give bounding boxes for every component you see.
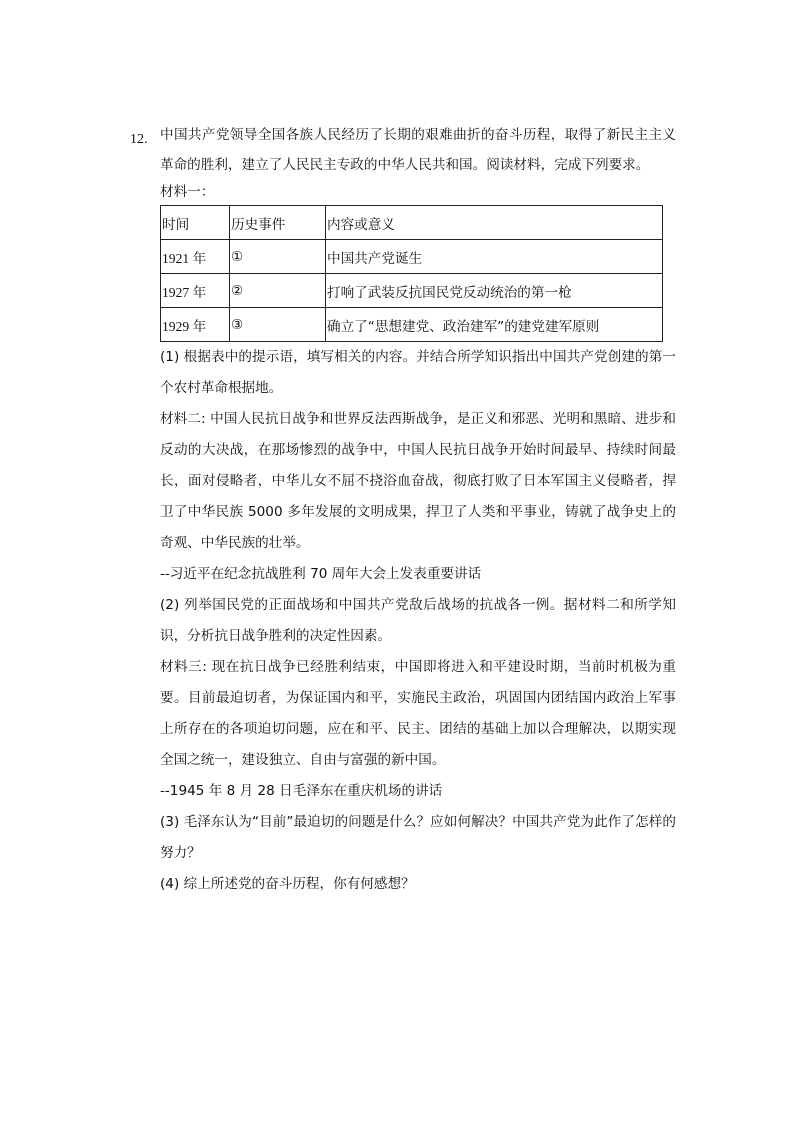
material3-text: 材料三: 现在抗日战争已经胜利结束，中国即将进入和平建设时期，当前时机极为重要。目前最迫切者，为保证国内和平，实施民主政治，巩固国内团结国内政治上军事上所存在的各项迫切问题，应在和平、民主、团结的基础上加以合理解决，以期实现全国之统一，建设独立、自由与富强的新中国。: [160, 659, 676, 768]
material2-text: 材料二: 中国人民抗日战争和世界反法西斯战争，是正义和邪恶、光明和黑暗、进步和反动的大决战，在那场惨烈的战争中，中国人民抗日战争开始时间最早、持续时间最长，面对侵略者，中华儿女不屈不挠浴血奋战，彻底打败了日本军国主义侵略者，捍卫了中华民族 5000 多年发展的文明成果，捍卫了人类和平事业，铸就了战争史上的奇观、中华民族的壮举。: [160, 411, 676, 551]
row-event: ③: [230, 308, 326, 342]
row-event: ①: [230, 240, 326, 274]
sub-question-2: (2) 列举国民党的正面战场和中国共产党敌后战场的抗战各一例。据材料二和所学知识，分析抗日战争胜利的决定性因素。: [160, 597, 676, 644]
row-event: ②: [230, 274, 326, 308]
question-content: [160, 120, 676, 900]
question-number: 12.: [130, 132, 148, 147]
table-row: [161, 308, 663, 342]
row-meaning: 中国共产党诞生: [326, 240, 663, 274]
row-meaning: 确立了“思想建党、政治建军”的建党建军原则: [326, 308, 663, 342]
sub-question-1: (1) 根据表中的提示语，填写相关的内容。并结合所学知识指出中国共产党创建的第一个农村革命根据地。: [160, 349, 676, 396]
table-row: [161, 274, 663, 308]
header-meaning: 内容或意义: [326, 206, 663, 240]
row-meaning: 打响了武装反抗国民党反动统治的第一枪: [326, 274, 663, 308]
material3-source: --1945 年 8 月 28 日毛泽东在重庆机场的讲话: [160, 783, 443, 799]
sub-question-3: (3) 毛泽东认为“目前”最迫切的问题是什么？应如何解决？中国共产党为此作了怎样的努力？: [160, 814, 676, 861]
sub-question-4: (4) 综上所述党的奋斗历程，你有何感想？: [160, 876, 415, 892]
material2-source: --习近平在纪念抗战胜利 70 周年大会上发表重要讲话: [160, 566, 482, 582]
row-time: 1927 年: [161, 274, 230, 308]
material1-label: 材料一：: [160, 184, 215, 200]
header-time: 时间: [161, 206, 230, 240]
row-time: 1921 年: [161, 240, 230, 274]
table-row: [161, 240, 663, 274]
row-time: 1929 年: [161, 308, 230, 342]
question-stem: 中国共产党领导全国各族人民经历了长期的艰难曲折的奋斗历程，取得了新民主主义革命的胜利，建立了人民民主专政的中华人民共和国。阅读材料，完成下列要求。: [160, 127, 676, 173]
table-header-row: [161, 206, 663, 240]
header-event: 历史事件: [230, 206, 326, 240]
events-table: [160, 205, 663, 342]
